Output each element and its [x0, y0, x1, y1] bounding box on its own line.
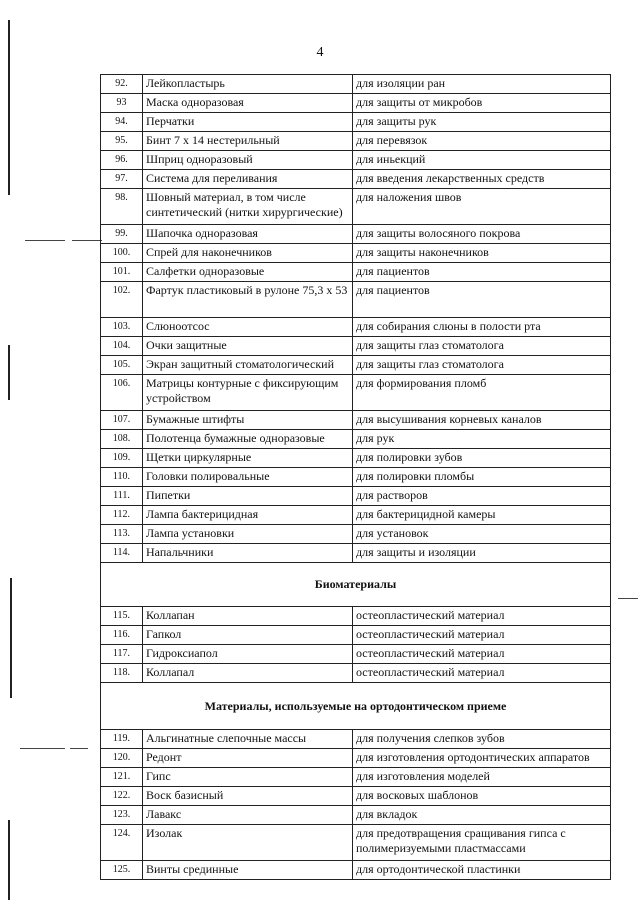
item-name: Изолак — [143, 825, 353, 861]
table-row — [101, 861, 611, 880]
row-number: 119. — [101, 730, 143, 749]
item-purpose: для введения лекарственных средств — [353, 170, 611, 189]
item-purpose: для собирания слюны в полости рта — [353, 318, 611, 337]
table-row — [101, 189, 611, 225]
table-row — [101, 411, 611, 430]
table-row — [101, 318, 611, 337]
table-row — [101, 645, 611, 664]
item-name: Фартук пластиковый в рулоне 75,3 х 53 — [143, 282, 353, 318]
scan-margin-line — [8, 345, 10, 400]
item-name: Редонт — [143, 749, 353, 768]
item-name: Гапкол — [143, 626, 353, 645]
row-number: 121. — [101, 768, 143, 787]
table-row — [101, 282, 611, 318]
item-name: Система для переливания — [143, 170, 353, 189]
item-name: Салфетки одноразовые — [143, 263, 353, 282]
item-purpose: остеопластический материал — [353, 664, 611, 683]
scan-margin-line — [8, 820, 10, 900]
item-purpose: для защиты от микробов — [353, 94, 611, 113]
materials-table — [100, 74, 611, 880]
item-name: Коллапан — [143, 607, 353, 626]
scan-margin-line — [8, 20, 10, 195]
table-row — [101, 664, 611, 683]
item-name: Маска одноразовая — [143, 94, 353, 113]
row-number: 117. — [101, 645, 143, 664]
item-purpose: для защиты глаз стоматолога — [353, 337, 611, 356]
table-row — [101, 825, 611, 861]
section-title: Материалы, используемые на ортодонтическом приеме — [101, 683, 611, 730]
item-name: Очки защитные — [143, 337, 353, 356]
item-purpose: для защиты рук — [353, 113, 611, 132]
item-purpose: для ортодонтической пластинки — [353, 861, 611, 880]
item-purpose: для защиты волосяного покрова — [353, 225, 611, 244]
item-purpose: остеопластический материал — [353, 626, 611, 645]
table-row — [101, 806, 611, 825]
table-row — [101, 225, 611, 244]
table-row — [101, 244, 611, 263]
item-name: Лейкопластырь — [143, 75, 353, 94]
table-row — [101, 151, 611, 170]
section-header-row — [101, 563, 611, 607]
item-name: Пипетки — [143, 487, 353, 506]
item-purpose: для пациентов — [353, 263, 611, 282]
item-purpose: для рук — [353, 430, 611, 449]
item-name: Матрицы контурные с фиксирующим устройством — [143, 375, 353, 411]
table-row — [101, 525, 611, 544]
item-purpose: для вкладок — [353, 806, 611, 825]
item-name: Слюноотсос — [143, 318, 353, 337]
scan-margin-dash — [20, 748, 65, 749]
scan-margin-line — [10, 578, 12, 698]
item-purpose: для полировки зубов — [353, 449, 611, 468]
item-purpose: для установок — [353, 525, 611, 544]
item-purpose: для защиты наконечников — [353, 244, 611, 263]
row-number: 105. — [101, 356, 143, 375]
item-purpose: для изготовления ортодонтических аппаратов — [353, 749, 611, 768]
item-name: Щетки циркулярные — [143, 449, 353, 468]
table-row — [101, 170, 611, 189]
item-name: Винты срединные — [143, 861, 353, 880]
row-number: 97. — [101, 170, 143, 189]
item-name: Лавакс — [143, 806, 353, 825]
scan-margin-dash — [70, 748, 88, 749]
item-purpose: для восковых шаблонов — [353, 787, 611, 806]
item-purpose: для высушивания корневых каналов — [353, 411, 611, 430]
row-number: 93 — [101, 94, 143, 113]
item-purpose: для формирования пломб — [353, 375, 611, 411]
item-name: Напальчники — [143, 544, 353, 563]
item-purpose: для иньекций — [353, 151, 611, 170]
item-name: Экран защитный стоматологический — [143, 356, 353, 375]
section1-body — [101, 75, 611, 880]
row-number: 107. — [101, 411, 143, 430]
item-purpose: для защиты глаз стоматолога — [353, 356, 611, 375]
table-row — [101, 356, 611, 375]
table-row — [101, 506, 611, 525]
item-purpose: для изготовления моделей — [353, 768, 611, 787]
table-row — [101, 263, 611, 282]
table-row — [101, 626, 611, 645]
row-number: 124. — [101, 825, 143, 861]
row-number: 95. — [101, 132, 143, 151]
row-number: 113. — [101, 525, 143, 544]
section-title: Биоматериалы — [101, 563, 611, 607]
item-name: Воск базисный — [143, 787, 353, 806]
item-name: Полотенца бумажные одноразовые — [143, 430, 353, 449]
row-number: 115. — [101, 607, 143, 626]
item-purpose: для полировки пломбы — [353, 468, 611, 487]
item-name: Альгинатные слепочные массы — [143, 730, 353, 749]
row-number: 104. — [101, 337, 143, 356]
item-purpose: для наложения швов — [353, 189, 611, 225]
row-number: 123. — [101, 806, 143, 825]
item-purpose: для перевязок — [353, 132, 611, 151]
row-number: 120. — [101, 749, 143, 768]
row-number: 111. — [101, 487, 143, 506]
item-purpose: для изоляции ран — [353, 75, 611, 94]
item-name: Шовный материал, в том числе синтетический (нитки хирургические) — [143, 189, 353, 225]
table-row — [101, 768, 611, 787]
item-name: Бинт 7 х 14 нестерильный — [143, 132, 353, 151]
item-name: Головки полировальные — [143, 468, 353, 487]
item-purpose: для получения слепков зубов — [353, 730, 611, 749]
item-name: Шапочка одноразовая — [143, 225, 353, 244]
row-number: 125. — [101, 861, 143, 880]
item-name: Коллапал — [143, 664, 353, 683]
row-number: 102. — [101, 282, 143, 318]
table-row — [101, 730, 611, 749]
table-row — [101, 787, 611, 806]
table-row — [101, 430, 611, 449]
item-name: Лампа установки — [143, 525, 353, 544]
item-name: Спрей для наконечников — [143, 244, 353, 263]
table-row — [101, 468, 611, 487]
scan-margin-dash — [618, 598, 638, 599]
table-row — [101, 132, 611, 151]
table-row — [101, 113, 611, 132]
row-number: 122. — [101, 787, 143, 806]
row-number: 110. — [101, 468, 143, 487]
scan-margin-dash — [72, 240, 102, 241]
table-row — [101, 337, 611, 356]
section-header-row — [101, 683, 611, 730]
table-row — [101, 749, 611, 768]
item-purpose: для бактерицидной камеры — [353, 506, 611, 525]
item-purpose: для пациентов — [353, 282, 611, 318]
item-purpose: для предотвращения сращивания гипса с полимеризуемыми пластмассами — [353, 825, 611, 861]
table-row — [101, 375, 611, 411]
row-number: 109. — [101, 449, 143, 468]
item-purpose: для защиты и изоляции — [353, 544, 611, 563]
item-purpose: для растворов — [353, 487, 611, 506]
row-number: 118. — [101, 664, 143, 683]
row-number: 103. — [101, 318, 143, 337]
item-name: Бумажные штифты — [143, 411, 353, 430]
item-purpose: остеопластический материал — [353, 645, 611, 664]
row-number: 94. — [101, 113, 143, 132]
scan-margin-dash — [25, 240, 65, 241]
row-number: 96. — [101, 151, 143, 170]
item-name: Гипс — [143, 768, 353, 787]
table-row — [101, 94, 611, 113]
table-row — [101, 487, 611, 506]
item-name: Шприц одноразовый — [143, 151, 353, 170]
table-row — [101, 607, 611, 626]
row-number: 112. — [101, 506, 143, 525]
item-purpose: остеопластический материал — [353, 607, 611, 626]
table-row — [101, 544, 611, 563]
table-row — [101, 75, 611, 94]
row-number: 92. — [101, 75, 143, 94]
row-number: 116. — [101, 626, 143, 645]
row-number: 98. — [101, 189, 143, 225]
row-number: 114. — [101, 544, 143, 563]
row-number: 100. — [101, 244, 143, 263]
table-row — [101, 449, 611, 468]
row-number: 101. — [101, 263, 143, 282]
row-number: 106. — [101, 375, 143, 411]
item-name: Перчатки — [143, 113, 353, 132]
row-number: 99. — [101, 225, 143, 244]
page-number: 4 — [316, 45, 324, 60]
row-number: 108. — [101, 430, 143, 449]
item-name: Гидроксиапол — [143, 645, 353, 664]
item-name: Лампа бактерицидная — [143, 506, 353, 525]
